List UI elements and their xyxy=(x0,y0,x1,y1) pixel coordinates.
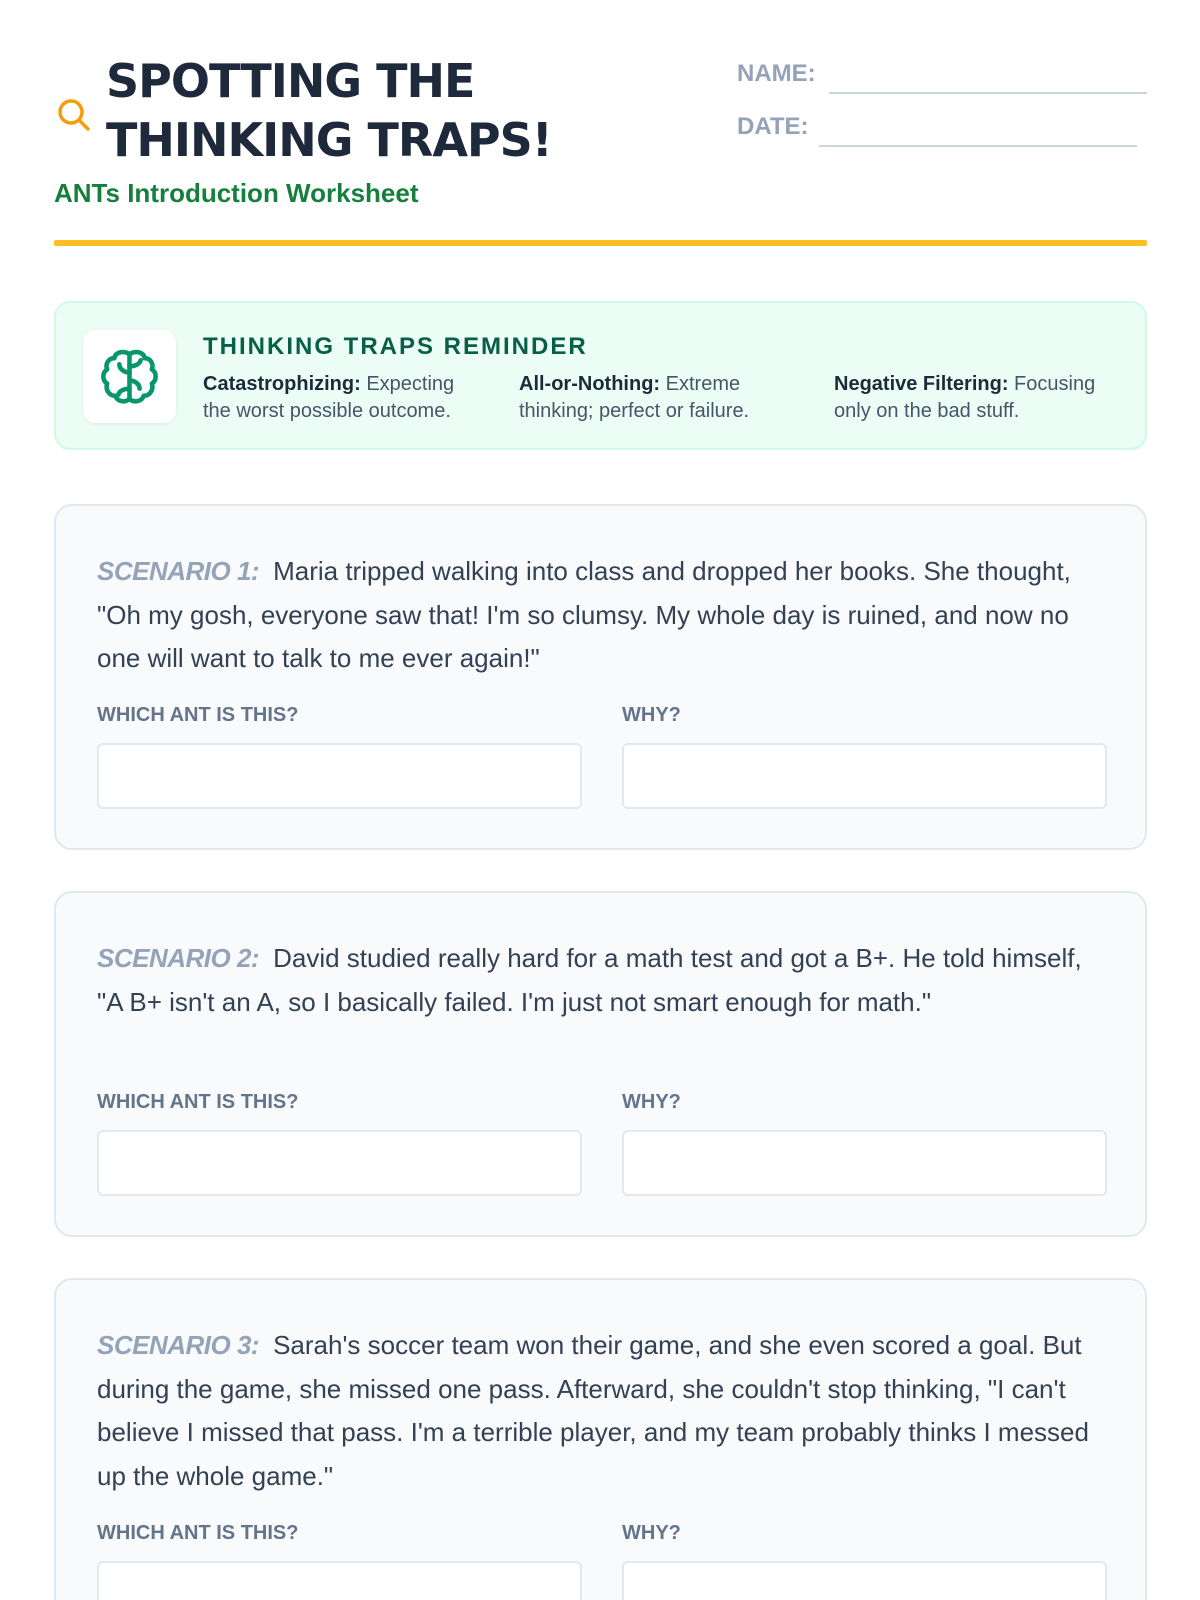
scenario-label: SCENARIO 3: xyxy=(97,1330,260,1360)
which-ant-answer-box[interactable] xyxy=(97,1130,582,1196)
worksheet-header xyxy=(54,52,1147,248)
trap-catastrophizing xyxy=(203,371,483,425)
trap-description: Focusing only on the bad stuff. xyxy=(834,373,1096,422)
which-ant-label: WHICH ANT IS THIS? xyxy=(97,1522,299,1544)
which-ant-answer-box[interactable] xyxy=(97,1561,582,1600)
scenario-card-3 xyxy=(54,1278,1147,1600)
scenario-text xyxy=(97,937,1107,1024)
scenario-body: Sarah's soccer team won their game, and she even scored a goal. But during the game, she missed one pass. Afterward, she couldn't stop thinking, "I can't believe I missed that pass. I'm a terrible player, and my team probably thinks I messed up the whole game." xyxy=(97,1330,1089,1491)
page-subtitle: ANTs Introduction Worksheet xyxy=(54,178,419,208)
name-label: NAME: xyxy=(737,60,816,87)
trap-term: All-or-Nothing: xyxy=(519,373,661,395)
title-line-1: SPOTTING THE xyxy=(106,54,475,108)
brain-icon-box xyxy=(83,330,176,423)
date-field-line[interactable] xyxy=(819,145,1137,147)
brain-icon xyxy=(97,344,162,409)
trap-all-or-nothing xyxy=(519,371,799,425)
page-title xyxy=(106,52,552,170)
reminder-title: THINKING TRAPS REMINDER xyxy=(203,333,588,360)
why-label: WHY? xyxy=(622,1522,681,1544)
which-ant-label: WHICH ANT IS THIS? xyxy=(97,704,299,726)
trap-description: Extreme thinking; perfect or failure. xyxy=(519,373,750,422)
trap-negative-filtering xyxy=(834,371,1114,425)
scenario-body: David studied really hard for a math test and got a B+. He told himself, "A B+ isn't an A, so I basically failed. I'm just not smart enough for math." xyxy=(97,943,1082,1017)
why-label: WHY? xyxy=(622,704,681,726)
scenario-body: Maria tripped walking into class and dropped her books. She thought, "Oh my gosh, everyone saw that! I'm so clumsy. My whole day is ruined, and now no one will want to talk to me ever again!" xyxy=(97,556,1071,673)
thinking-traps-reminder xyxy=(54,301,1147,450)
scenario-text xyxy=(97,1324,1107,1498)
header-divider xyxy=(54,240,1147,246)
why-answer-box[interactable] xyxy=(622,1561,1107,1600)
scenario-label: SCENARIO 1: xyxy=(97,556,260,586)
date-label: DATE: xyxy=(737,113,809,140)
scenario-card-2 xyxy=(54,891,1147,1237)
scenario-label: SCENARIO 2: xyxy=(97,943,260,973)
search-icon xyxy=(56,97,92,133)
scenario-text xyxy=(97,550,1107,681)
title-line-2: THINKING TRAPS! xyxy=(106,113,552,167)
why-answer-box[interactable] xyxy=(622,1130,1107,1196)
why-label: WHY? xyxy=(622,1091,681,1113)
trap-term: Negative Filtering: xyxy=(834,373,1009,395)
name-field-line[interactable] xyxy=(829,92,1147,94)
why-answer-box[interactable] xyxy=(622,743,1107,809)
trap-term: Catastrophizing: xyxy=(203,373,361,395)
scenario-card-1 xyxy=(54,504,1147,850)
trap-description: Expecting the worst possible outcome. xyxy=(203,373,455,422)
which-ant-answer-box[interactable] xyxy=(97,743,582,809)
which-ant-label: WHICH ANT IS THIS? xyxy=(97,1091,299,1113)
